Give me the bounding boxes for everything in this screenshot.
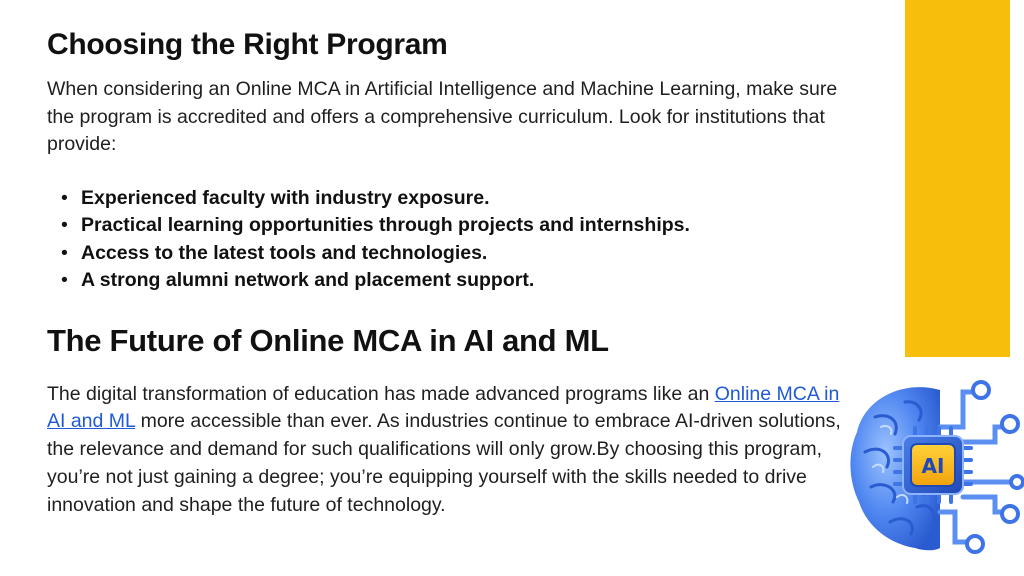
ai-brain-illustration bbox=[845, 372, 1024, 560]
requirements-list bbox=[61, 185, 847, 295]
bullet-icon: • bbox=[61, 269, 68, 291]
intro-paragraph: When considering an Online MCA in Artificial Intelligence and Machine Learning, make sure the program is accredited and offers a comprehensive curriculum. Look for institutions that provide: bbox=[47, 78, 838, 155]
yellow-accent-bar bbox=[905, 0, 1010, 357]
bullet-icon: • bbox=[61, 186, 68, 209]
list-item: • A strong alumni network and placement support. bbox=[61, 267, 847, 295]
list-item: • Practical learning opportunities through projects and internships. bbox=[61, 212, 847, 240]
section-heading-choosing-program: Choosing the Right Program bbox=[47, 28, 448, 61]
chip-label: AI bbox=[921, 454, 945, 478]
section-heading-future: The Future of Online MCA in AI and ML bbox=[47, 322, 609, 358]
bullet-icon: • bbox=[61, 241, 68, 264]
list-item: • Access to the latest tools and technologies. bbox=[61, 240, 847, 268]
chip-icon bbox=[895, 428, 971, 502]
future-paragraph: The digital transformation of education has made advanced programs like an Online MCA in AI and ML more accessible than ever. As industries continue to embrace AI-driven solutions, the relevance and demand for such qualifications will only grow.By choosing this program, you’re not just gaining a degree; you’re equipping yourself with the skills needed to drive innovation and shape the future of technology. bbox=[47, 382, 841, 516]
bullet-icon: • bbox=[61, 214, 68, 236]
list-item: • Experienced faculty with industry exposure. bbox=[61, 185, 847, 213]
circuit-node-icon bbox=[967, 382, 1023, 552]
main-content bbox=[47, 26, 847, 519]
online-mca-link[interactable]: Online MCA in AI and ML bbox=[47, 382, 840, 433]
